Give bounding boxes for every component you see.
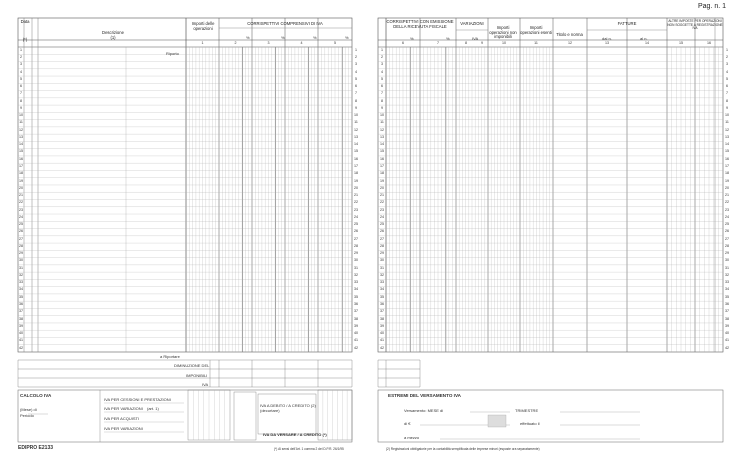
row-number-right-edge: 9: [726, 105, 728, 110]
row-number-left: 21: [19, 193, 23, 198]
estremi-trimestre: TRIMESTRE: [515, 408, 539, 413]
col-header-importi: Importi delle operazioni: [191, 21, 215, 31]
row-number-left-edge: 39: [354, 323, 358, 328]
row-number-left-edge: 37: [354, 309, 358, 314]
row-number-left: 22: [19, 200, 23, 205]
row-number-right-edge: 21: [725, 193, 729, 198]
row-number-right-edge: 35: [725, 294, 729, 299]
row-number-left-edge: 5: [355, 76, 357, 81]
row-number-left: 36: [19, 301, 23, 306]
row-number-right-edge: 13: [725, 134, 729, 139]
row-number-right: 11: [380, 120, 384, 125]
row-number-left-edge: 22: [354, 200, 358, 205]
row-number-left-edge: 3: [355, 62, 357, 67]
col-number: 9: [481, 41, 483, 45]
row-number-right-edge: 22: [725, 200, 729, 205]
row-number-left: 1: [20, 47, 22, 52]
summary-row-iva: IVA: [202, 382, 209, 387]
row-number-right-edge: 5: [726, 76, 728, 81]
row-number-left: 11: [19, 120, 23, 125]
row-number-left-edge: 25: [354, 222, 358, 227]
row-number-right: 12: [380, 127, 384, 132]
row-number-right-edge: 15: [725, 149, 729, 154]
row-number-right-edge: 27: [725, 236, 729, 241]
row-number-right-edge: 33: [725, 280, 729, 285]
row-number-right: 29: [380, 251, 384, 256]
estremi-euro: di €: [404, 421, 411, 426]
estremi-title: ESTREMI DEL VERSAMENTO IVA: [388, 393, 461, 398]
row-number-left: 28: [19, 243, 23, 248]
right-footnote: (2) Registrazioni obbligatorie per la contabilità semplificata delle imprese minori (esposte ora separatamente): [386, 447, 540, 451]
row-number-left: 31: [19, 265, 23, 270]
col-header-fatture: FATTURE: [617, 21, 637, 26]
row-number-right: 20: [380, 185, 384, 190]
calcolo-sign-box: [234, 392, 256, 440]
page-number: Pag. n. 1: [697, 3, 726, 10]
row-number-right: 37: [380, 309, 384, 314]
row-number-right-edge: 42: [725, 345, 729, 350]
col-number: 8: [465, 41, 467, 45]
row-number-right: 16: [380, 156, 384, 161]
estremi-stamp-box: [488, 415, 506, 427]
row-number-left: 33: [19, 280, 23, 285]
pct-label: %: [281, 35, 285, 40]
calcolo-credito-sub: (decurtare): [260, 408, 280, 413]
row-number-left-edge: 14: [354, 142, 358, 147]
row-number-left: 14: [19, 142, 23, 147]
col-header-al: al n.: [640, 36, 648, 41]
row-number-right-edge: 7: [726, 91, 728, 96]
calcolo-versare-label: IVA DA VERSARE / A CREDITO (*): [263, 432, 327, 437]
row-number-left-edge: 12: [354, 127, 358, 132]
calcolo-credito-box: [258, 394, 316, 434]
row-number-right-edge: 11: [725, 120, 729, 125]
row-number-left: 23: [19, 207, 23, 212]
col-header-variazioni: VARIAZIONI: [460, 21, 484, 26]
row-number-right-edge: 37: [725, 309, 729, 314]
row-number-left: 16: [19, 156, 23, 161]
row-number-left: 24: [19, 214, 23, 219]
col-header-corrispettivi: CORRISPETTIVI COMPRENSIVI DI IVA: [247, 21, 323, 26]
row-number-left: 35: [19, 294, 23, 299]
row-number-left: 7: [20, 91, 22, 96]
row-number-left-edge: 41: [354, 338, 358, 343]
row-number-right: 7: [381, 91, 383, 96]
row-number-left-edge: 35: [354, 294, 358, 299]
row-number-left: 30: [19, 258, 23, 263]
row-number-right-edge: 25: [725, 222, 729, 227]
row-number-right-edge: 6: [726, 84, 728, 89]
estremi-effettuato: effettuato il: [520, 421, 540, 426]
estremi-mezzo: a mezzo: [404, 435, 420, 440]
calcolo-mese-label: (Mese) di: [20, 407, 37, 412]
summary-row-imponibili: IMPONIBILI: [186, 373, 208, 378]
row-number-left: 29: [19, 251, 23, 256]
row-number-right-edge: 40: [725, 331, 729, 336]
row-number-left-edge: 40: [354, 331, 358, 336]
row-number-left: 34: [19, 287, 23, 292]
row-number-right: 10: [380, 113, 384, 118]
row-number-left: 25: [19, 222, 23, 227]
row-number-left-edge: 30: [354, 258, 358, 263]
row-number-right-edge: 19: [725, 178, 729, 183]
calcolo-credito-label: IVA A DEBITO / A CREDITO (2): [260, 403, 316, 408]
col-header-data: Data: [20, 19, 30, 24]
col-number: 16: [707, 41, 711, 45]
row-number-right: 17: [380, 164, 384, 169]
row-number-left-edge: 26: [354, 229, 358, 234]
col-number: 6: [402, 41, 404, 45]
row-number-left-edge: 32: [354, 272, 358, 277]
row-number-right-edge: 3: [726, 62, 728, 67]
row-number-right-edge: 31: [725, 265, 729, 270]
calcolo-sub-note: (art. 1): [147, 406, 159, 411]
row-number-left-edge: 23: [354, 207, 358, 212]
pct-label: %: [345, 35, 349, 40]
iva-label: IVA: [472, 36, 479, 41]
col-number: 1: [201, 41, 204, 45]
calcolo-line: IVA PER CESSIONI E PRESTAZIONI: [104, 397, 171, 402]
row-number-left: 42: [19, 345, 23, 350]
row-number-right: 38: [380, 316, 384, 321]
row-number-right-edge: 30: [725, 258, 729, 263]
row-number-left-edge: 21: [354, 193, 358, 198]
row-number-right-edge: 28: [725, 243, 729, 248]
col-number: 14: [645, 41, 649, 45]
row-number-right: 5: [381, 76, 383, 81]
row-number-left-edge: 36: [354, 301, 358, 306]
row-number-left: 19: [19, 178, 23, 183]
row-number-left-edge: 20: [354, 185, 358, 190]
row-number-left: 12: [19, 127, 23, 132]
row-number-left: 5: [20, 76, 22, 81]
row-number-right: 24: [380, 214, 384, 219]
row-number-left-edge: 19: [354, 178, 358, 183]
row-number-left-edge: 17: [354, 164, 358, 169]
row-number-left: 32: [19, 272, 23, 277]
row-number-left-edge: 33: [354, 280, 358, 285]
row-number-right-edge: 1: [726, 47, 728, 52]
row-number-right-edge: 10: [725, 113, 729, 118]
row-number-right: 27: [380, 236, 384, 241]
row-number-right-edge: 41: [725, 338, 729, 343]
row-number-left-edge: 38: [354, 316, 358, 321]
row-number-right: 4: [381, 69, 383, 74]
row-number-right: 22: [380, 200, 384, 205]
row-number-left-edge: 28: [354, 243, 358, 248]
col-header-dal: dal n.: [602, 36, 612, 41]
riporto-bottom-label: a Riportare: [160, 354, 180, 359]
row-number-right: 8: [381, 98, 383, 103]
row-number-right-edge: 2: [726, 55, 728, 60]
row-number-right-edge: 39: [725, 323, 729, 328]
row-number-left-edge: 11: [354, 120, 358, 125]
col-header-titolo: Titolo e norma: [556, 32, 583, 37]
row-number-right: 3: [381, 62, 383, 67]
row-number-right: 9: [381, 105, 383, 110]
row-number-left: 27: [19, 236, 23, 241]
row-number-right-edge: 36: [725, 301, 729, 306]
row-number-right: 32: [380, 272, 384, 277]
row-number-right: 35: [380, 294, 384, 299]
row-number-right-edge: 20: [725, 185, 729, 190]
row-number-right: 14: [380, 142, 384, 147]
row-number-left: 38: [19, 316, 23, 321]
row-number-right-edge: 34: [725, 287, 729, 292]
calcolo-line: IVA PER ACQUISTI: [104, 416, 140, 421]
row-number-left-edge: 1: [355, 47, 357, 52]
col-number: 2: [234, 41, 237, 45]
col-number: 10: [502, 41, 506, 45]
row-number-left-edge: 18: [354, 171, 358, 176]
brand-logo: EDIPRO E2133: [18, 445, 54, 451]
row-number-right: 30: [380, 258, 384, 263]
row-number-left-edge: 10: [354, 113, 358, 118]
row-number-left: 6: [20, 84, 22, 89]
row-number-right: 23: [380, 207, 384, 212]
col-number: 11: [534, 41, 538, 45]
row-number-left-edge: 8: [355, 98, 357, 103]
row-number-right-edge: 8: [726, 98, 728, 103]
row-number-right: 34: [380, 287, 384, 292]
row-number-right-edge: 26: [725, 229, 729, 234]
row-number-left-edge: 4: [355, 69, 357, 74]
row-number-left: 3: [20, 62, 22, 67]
estremi-mese: Versamento: MESE di: [404, 408, 444, 413]
riporto-top-label: Riporto: [166, 51, 179, 56]
row-number-right-edge: 16: [725, 156, 729, 161]
row-number-left-edge: 27: [354, 236, 358, 241]
summary-row-diminuzione: DIMINUZIONE DEL: [174, 363, 210, 368]
col-number: 15: [679, 41, 683, 45]
row-number-right-edge: 12: [725, 127, 729, 132]
row-number-right: 36: [380, 301, 384, 306]
col-header-non-imponibili: Importi operazioni non imponibili: [489, 25, 517, 40]
col-header-data-sub: (*): [22, 37, 28, 42]
row-number-left-edge: 13: [354, 134, 358, 139]
row-number-left-edge: 24: [354, 214, 358, 219]
row-number-left: 37: [19, 309, 23, 314]
row-number-right-edge: 14: [725, 142, 729, 147]
pct-label: %: [313, 35, 317, 40]
row-number-left-edge: 42: [354, 345, 358, 350]
row-number-left: 40: [19, 331, 23, 336]
row-number-left: 4: [20, 69, 22, 74]
pct-label: %: [446, 36, 450, 41]
row-number-right-edge: 17: [725, 164, 729, 169]
col-header-altri: ALTRE IMPOSTE PER OPERAZIONI NON SOGGETTE A REGISTRAZIONE IVA: [667, 19, 723, 31]
row-number-left: 18: [19, 171, 23, 176]
row-number-right-edge: 29: [725, 251, 729, 256]
row-number-right: 41: [380, 338, 384, 343]
row-number-right: 42: [380, 345, 384, 350]
pct-label: %: [410, 36, 414, 41]
row-number-right-edge: 38: [725, 316, 729, 321]
row-number-right-edge: 32: [725, 272, 729, 277]
row-number-left-edge: 15: [354, 149, 358, 154]
col-number: 4: [300, 41, 303, 45]
row-number-right: 21: [380, 193, 384, 198]
row-number-right: 39: [380, 323, 384, 328]
col-header-esenti: Importi operazioni esenti: [520, 25, 552, 35]
col-number: 7: [437, 41, 439, 45]
row-number-right: 26: [380, 229, 384, 234]
row-number-left: 10: [19, 113, 23, 118]
row-number-left: 39: [19, 323, 23, 328]
col-number: 13: [605, 41, 609, 45]
row-number-right: 1: [381, 47, 383, 52]
row-number-left: 15: [19, 149, 23, 154]
row-number-left: 20: [19, 185, 23, 190]
row-number-right: 40: [380, 331, 384, 336]
row-number-right: 18: [380, 171, 384, 176]
row-number-right: 2: [381, 55, 383, 60]
row-number-right: 28: [380, 243, 384, 248]
row-number-left-edge: 16: [354, 156, 358, 161]
row-number-left: 9: [20, 105, 22, 110]
calcolo-line: IVA PER VARIAZIONI: [104, 426, 143, 431]
row-number-right: 19: [380, 178, 384, 183]
row-number-left: 2: [20, 55, 22, 60]
col-header-descrizione: Descrizione: [102, 30, 124, 35]
row-number-left-edge: 7: [355, 91, 357, 96]
row-number-right: 25: [380, 222, 384, 227]
calcolo-line: IVA PER VARIAZIONI: [104, 406, 143, 411]
row-number-left-edge: 9: [355, 105, 357, 110]
row-number-left-edge: 6: [355, 84, 357, 89]
row-number-right: 6: [381, 84, 383, 89]
row-number-right: 13: [380, 134, 384, 139]
row-number-right: 15: [380, 149, 384, 154]
row-number-left: 8: [20, 98, 22, 103]
col-header-corr-emissione: CORRISPETTIVI CON EMISSIONE DELLA RICEVUTA FISCALE: [386, 19, 454, 29]
pct-label: %: [246, 35, 250, 40]
row-number-left: 17: [19, 164, 23, 169]
col-number: 3: [267, 41, 270, 45]
row-number-left: 41: [19, 338, 23, 343]
row-number-right: 31: [380, 265, 384, 270]
row-number-left-edge: 31: [354, 265, 358, 270]
row-number-left-edge: 34: [354, 287, 358, 292]
calcolo-iva-title: CALCOLO IVA: [20, 393, 52, 398]
row-number-right-edge: 18: [725, 171, 729, 176]
row-number-right-edge: 23: [725, 207, 729, 212]
calcolo-periodo-label: Periodo: [20, 413, 34, 418]
row-number-right-edge: 24: [725, 214, 729, 219]
col-number: 12: [568, 41, 572, 45]
left-footnote: (*) Al sensi dell'Art. 1 comma 2 del D.P.R. 26/1/95: [274, 447, 344, 451]
row-number-right-edge: 4: [726, 69, 728, 74]
col-header-descrizione-sub: (1): [110, 35, 116, 40]
row-number-left: 26: [19, 229, 23, 234]
col-number: 5: [334, 41, 336, 45]
row-number-left-edge: 2: [355, 55, 357, 60]
row-number-left: 13: [19, 134, 23, 139]
row-number-right: 33: [380, 280, 384, 285]
row-number-left-edge: 29: [354, 251, 358, 256]
